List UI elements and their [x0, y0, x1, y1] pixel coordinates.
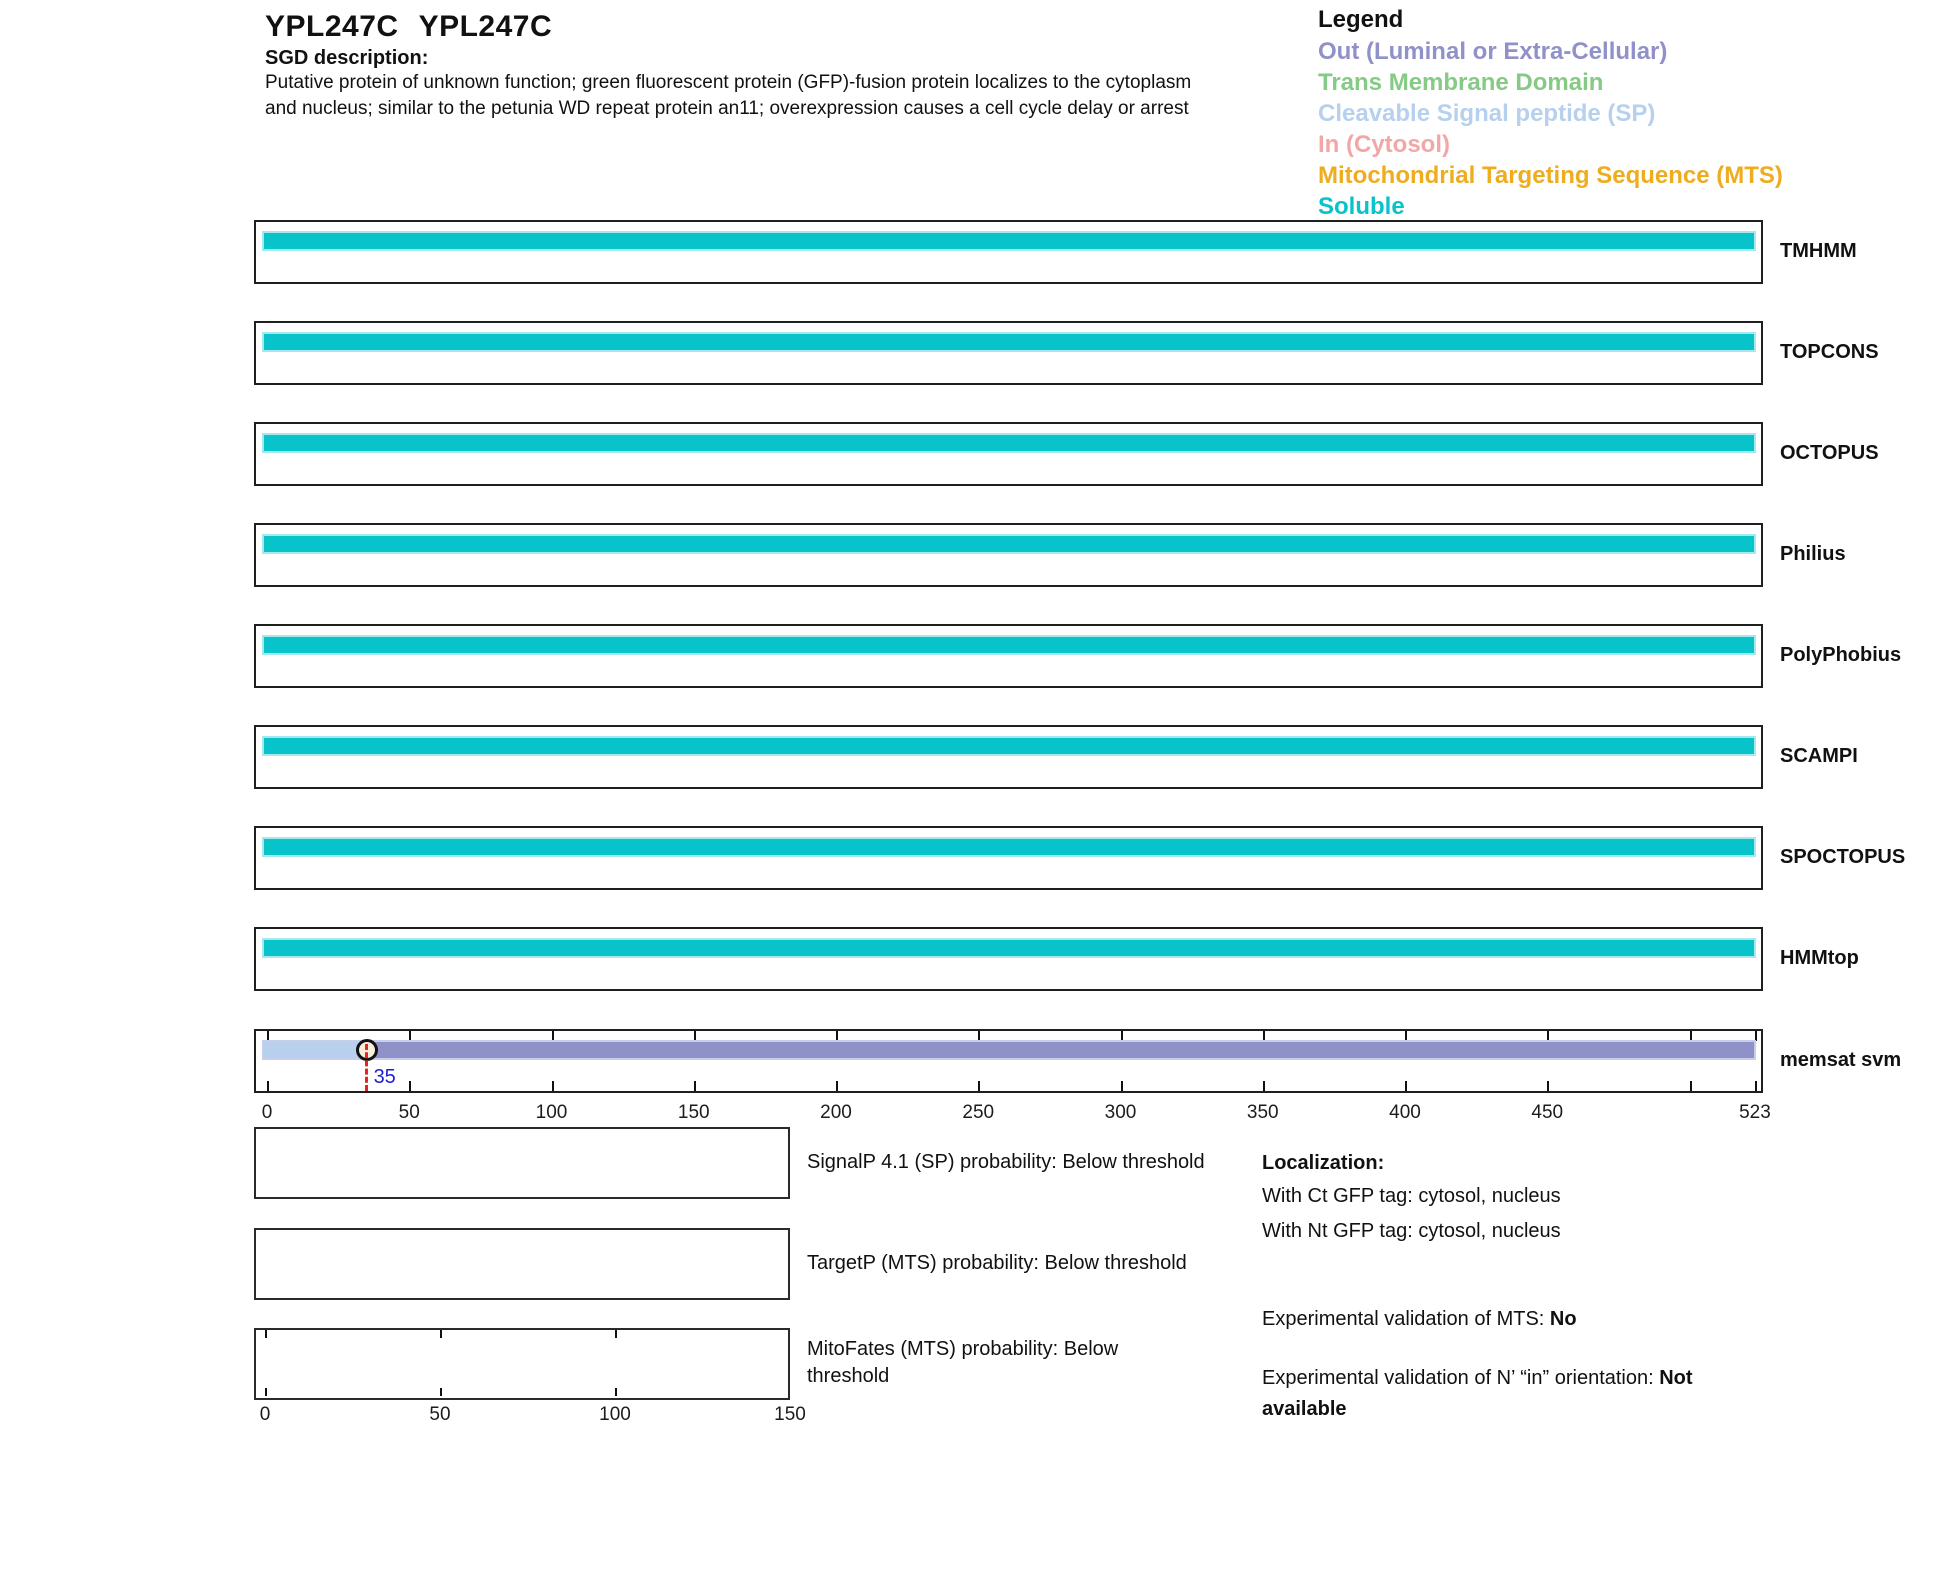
prediction-bar-soluble [262, 837, 1756, 857]
track-label-tmhmm: TMHMM [1780, 240, 1857, 262]
orientation-validation-value-2: available [1262, 1398, 1347, 1420]
track-box-spoctopus [254, 826, 1763, 890]
mitofates-tick [265, 1388, 267, 1396]
memsat-tick [1547, 1081, 1549, 1091]
memsat-tick [1121, 1081, 1123, 1091]
sgd-description-line2: and nucleus; similar to the petunia WD repeat protein an11; overexpression causes a cell cycle delay or arrest [265, 98, 1189, 119]
legend-item: Cleavable Signal peptide (SP) [1318, 100, 1656, 127]
axis-tick-label: 250 [962, 1102, 995, 1123]
probability-plot-label-line: MitoFates (MTS) probability: Below [807, 1338, 1119, 1360]
sgd-description-line1: Putative protein of unknown function; green fluorescent protein (GFP)-fusion protein localizes to the cytoplasm [265, 72, 1192, 93]
legend-title: Legend [1318, 6, 1404, 33]
axis-tick-label: 350 [1246, 1102, 1279, 1123]
sp-cleavage-position-label: 35 [373, 1066, 396, 1088]
orientation-validation-prefix: Experimental validation of N’ “in” orientation: [1262, 1367, 1660, 1389]
mitofates-tick [615, 1388, 617, 1396]
track-label-hmmtop: HMMtop [1780, 947, 1859, 969]
track-label-memsat-svm: memsat svm [1780, 1049, 1902, 1071]
mitofates-axis-label: 50 [429, 1404, 451, 1425]
axis-tick-label: 523 [1739, 1102, 1771, 1123]
legend-item: Soluble [1318, 193, 1405, 220]
probability-plot-label-line: threshold [807, 1365, 890, 1387]
memsat-tick [409, 1081, 411, 1091]
track-box-hmmtop [254, 927, 1763, 991]
mitofates-axis-label: 150 [774, 1404, 806, 1425]
probability-plot-label [807, 1336, 1118, 1390]
axis-tick-label: 400 [1389, 1102, 1421, 1123]
memsat-tick [552, 1081, 554, 1091]
mts-validation-value: No [1549, 1308, 1577, 1330]
memsat-topology-bar [262, 1040, 1756, 1060]
out-segment [369, 1042, 1754, 1058]
prediction-bar-soluble [262, 332, 1756, 352]
mitofates-tick [265, 1330, 267, 1338]
memsat-tick [836, 1081, 838, 1091]
legend-item: Trans Membrane Domain [1318, 69, 1604, 96]
memsat-tick [267, 1081, 269, 1091]
mitofates-axis-label: 100 [599, 1404, 631, 1425]
track-label-scampi: SCAMPI [1780, 745, 1858, 767]
legend-item: Mitochondrial Targeting Sequence (MTS) [1318, 162, 1783, 189]
track-box-polyphobius [254, 624, 1763, 688]
track-box-philius [254, 523, 1763, 587]
nt-gfp-line: With Nt GFP tag: cytosol, nucleus [1262, 1220, 1561, 1242]
probability-plot-label-line: SignalP 4.1 (SP) probability: Below threshold [807, 1150, 1205, 1173]
track-label-philius: Philius [1780, 543, 1846, 565]
axis-tick-label: 200 [820, 1102, 852, 1123]
legend [1318, 36, 1783, 222]
probability-plot-label [807, 1149, 1205, 1176]
memsat-tick [1405, 1081, 1407, 1091]
prediction-bar-soluble [262, 938, 1756, 958]
axis-tick-label: 50 [398, 1102, 420, 1123]
memsat-tick [1263, 1081, 1265, 1091]
signal-peptide-segment [264, 1042, 369, 1058]
track-box-memsat-svm [254, 1029, 1763, 1093]
sgd-description-heading: SGD description: [265, 47, 429, 69]
mitofates-tick [615, 1330, 617, 1338]
axis-tick-label: 100 [535, 1102, 568, 1123]
sgd-description [265, 70, 1191, 122]
probability-plot-box [254, 1127, 790, 1199]
track-box-octopus [254, 422, 1763, 486]
prediction-bar-soluble [262, 231, 1756, 251]
prediction-bar-soluble [262, 635, 1756, 655]
gene-name: YPL247C [418, 10, 553, 43]
legend-item: In (Cytosol) [1318, 131, 1450, 158]
mts-validation-prefix: Experimental validation of MTS: [1262, 1308, 1550, 1330]
mitofates-tick [440, 1330, 442, 1338]
track-label-spoctopus: SPOCTOPUS [1780, 846, 1906, 868]
page-title [265, 10, 552, 44]
memsat-tick [1690, 1081, 1692, 1091]
ct-gfp-line: With Ct GFP tag: cytosol, nucleus [1262, 1185, 1561, 1207]
memsat-tick [694, 1081, 696, 1091]
mitofates-tick [440, 1388, 442, 1396]
localization-heading: Localization: [1262, 1152, 1385, 1174]
prediction-bar-soluble [262, 433, 1756, 453]
mts-validation-line [1262, 1306, 1577, 1332]
track-label-topcons: TOPCONS [1780, 341, 1879, 363]
memsat-tick [978, 1081, 980, 1091]
track-box-tmhmm [254, 220, 1763, 284]
track-label-octopus: OCTOPUS [1780, 442, 1879, 464]
track-box-topcons [254, 321, 1763, 385]
gene-id: YPL247C [265, 10, 399, 43]
probability-plot-box [254, 1228, 790, 1300]
memsat-tick [1755, 1081, 1757, 1091]
probability-plot-label [807, 1250, 1187, 1277]
track-label-polyphobius: PolyPhobius [1780, 644, 1902, 666]
orientation-validation-value-1: Not [1659, 1367, 1693, 1389]
axis-tick-label: 300 [1104, 1102, 1137, 1123]
mitofates-axis-label: 0 [259, 1404, 271, 1425]
axis-tick-label: 0 [261, 1102, 273, 1123]
axis-tick-label: 150 [677, 1102, 710, 1123]
track-box-scampi [254, 725, 1763, 789]
probability-plot-box [254, 1328, 790, 1400]
prediction-bar-soluble [262, 534, 1756, 554]
legend-item: Out (Luminal or Extra-Cellular) [1318, 38, 1668, 65]
probability-plot-label-line: TargetP (MTS) probability: Below threshold [807, 1251, 1187, 1274]
prediction-bar-soluble [262, 736, 1756, 756]
orientation-validation-line [1262, 1365, 1693, 1391]
sp-cleavage-dashed-line [365, 1044, 368, 1091]
axis-tick-label: 450 [1531, 1102, 1564, 1123]
